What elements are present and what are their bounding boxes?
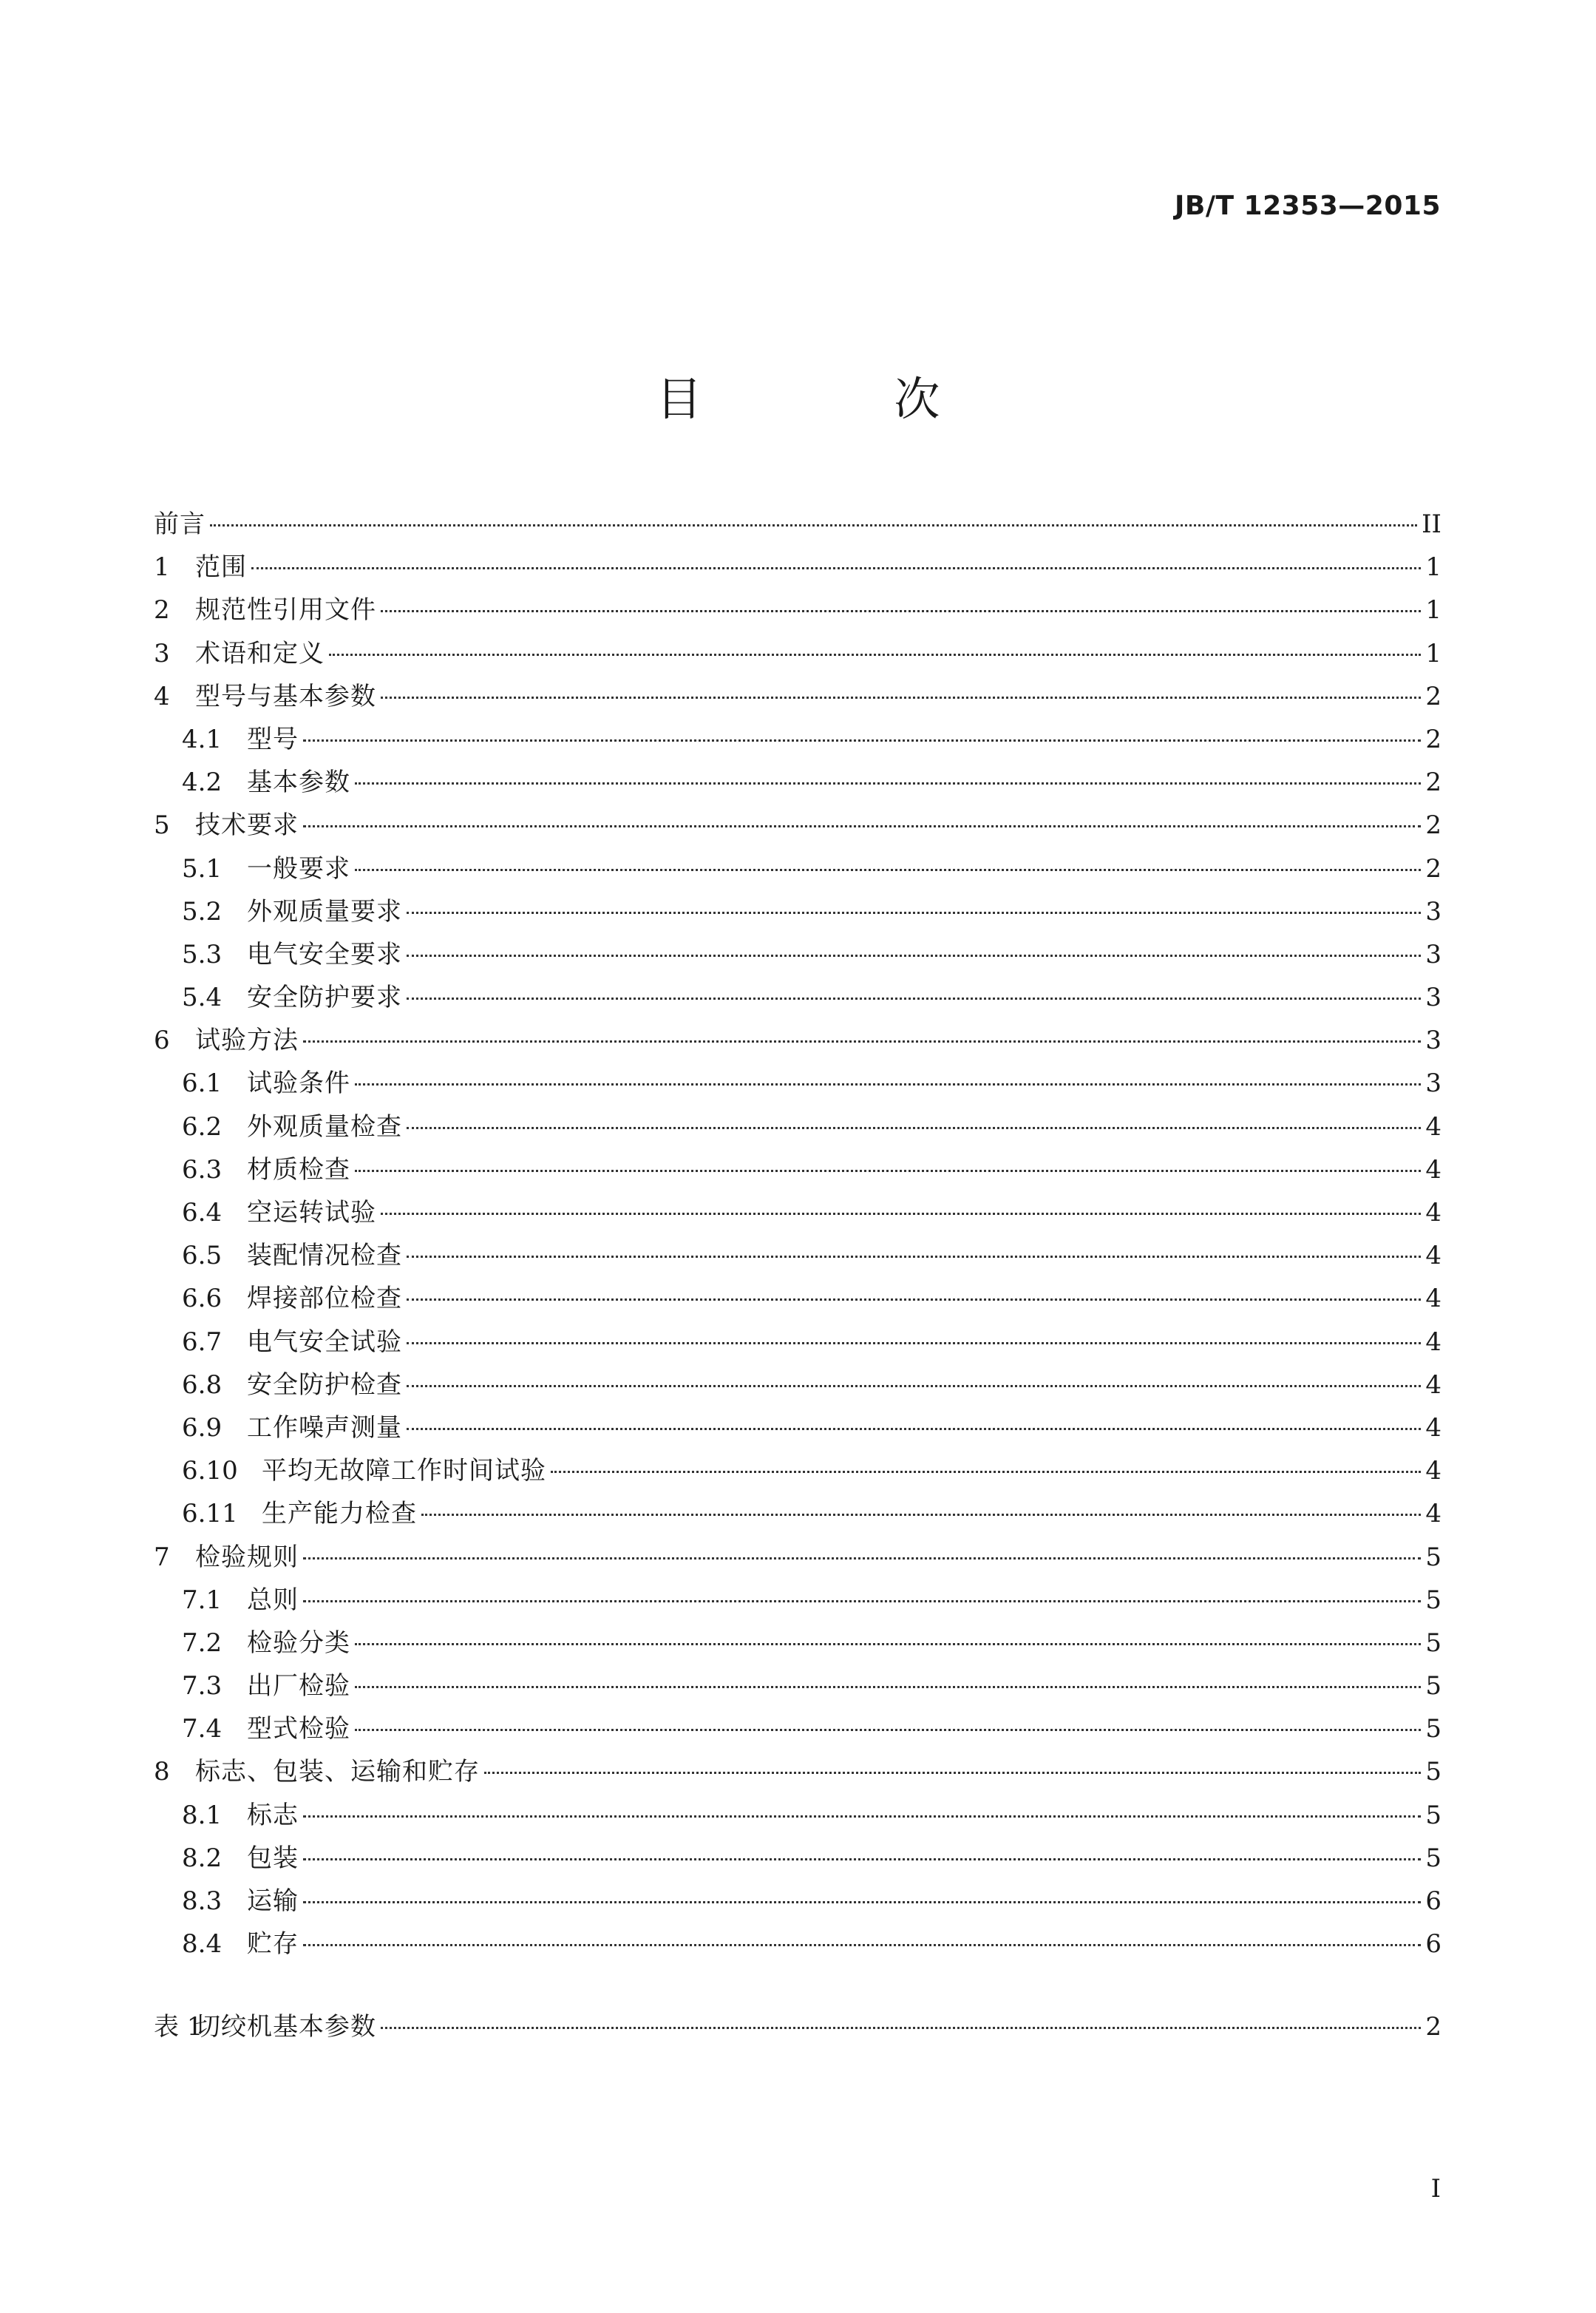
toc-entry-page: 4: [1425, 1499, 1442, 1529]
toc-entry-title: 电气安全要求: [247, 939, 402, 969]
toc-entry-title: 检验分类: [247, 1628, 350, 1658]
toc-entry[interactable]: [154, 804, 1442, 847]
dot-leader: [381, 610, 1421, 612]
dot-leader: [303, 1040, 1421, 1043]
toc-entry-number: 5.3: [182, 939, 223, 969]
toc-entry-title: 安全防护要求: [247, 983, 402, 1013]
dot-leader: [303, 1858, 1421, 1860]
toc-entry-page: 5: [1425, 1542, 1442, 1572]
toc-entry-number: 6.3: [182, 1154, 223, 1185]
dot-leader: [355, 1729, 1421, 1731]
toc-entry-page: 2: [1425, 768, 1442, 798]
toc-entry[interactable]: [154, 1750, 1442, 1793]
toc-entry[interactable]: [154, 1277, 1442, 1320]
dot-leader: [484, 1772, 1421, 1774]
toc-entry[interactable]: [154, 761, 1442, 804]
toc-entry-number: 7.1: [182, 1585, 223, 1615]
toc-entry-page: 2: [1425, 853, 1442, 884]
toc-entry[interactable]: [154, 1234, 1442, 1277]
toc-entry-page: 2: [1425, 2012, 1442, 2042]
toc-entry-title: 前言: [154, 509, 206, 539]
toc-entry-page: 5: [1425, 1628, 1442, 1658]
toc-entry[interactable]: [154, 847, 1442, 890]
toc-entry-title: 工作噪声测量: [247, 1412, 402, 1443]
toc-entry[interactable]: [154, 589, 1442, 631]
dot-leader: [303, 1600, 1421, 1602]
toc-entry[interactable]: [154, 1880, 1442, 1923]
toc-entry-page: 4: [1425, 1111, 1442, 1142]
toc-entry-title: 贮存: [247, 1929, 299, 1960]
toc-entry[interactable]: [154, 675, 1442, 718]
toc-entry-page: 4: [1425, 1369, 1442, 1400]
toc-entry[interactable]: [154, 503, 1442, 546]
toc-entry-page: 5: [1425, 1800, 1442, 1830]
dot-leader: [329, 654, 1421, 656]
toc-entry[interactable]: [154, 1923, 1442, 1965]
toc-entry-number: 7: [154, 1542, 170, 1572]
document-code: JB/T 12353—2015: [1174, 191, 1441, 221]
list-of-tables: [154, 2005, 1442, 2048]
dot-leader: [303, 1944, 1421, 1946]
dot-leader: [381, 2027, 1421, 2029]
toc-entry-page: 1: [1425, 595, 1442, 626]
dot-leader: [303, 1557, 1421, 1560]
dot-leader: [407, 1342, 1421, 1344]
toc-entry-title: 试验方法: [195, 1026, 299, 1056]
toc-entry-title: 切绞机基本参数: [195, 2012, 376, 2042]
dot-leader: [407, 998, 1421, 1000]
toc-entry[interactable]: [154, 2005, 1442, 2048]
toc-entry-page: 6: [1425, 1886, 1442, 1916]
toc-entry[interactable]: [154, 1019, 1442, 1062]
toc-entry[interactable]: [154, 1837, 1442, 1880]
toc-entry-page: 1: [1425, 552, 1442, 583]
toc-entry-number: 4: [154, 681, 170, 711]
toc-entry-number: 8.4: [182, 1929, 223, 1960]
toc-entry[interactable]: [154, 546, 1442, 589]
page-number: I: [1430, 2174, 1441, 2204]
dot-leader: [355, 1083, 1421, 1086]
dot-leader: [407, 955, 1421, 957]
toc-entry-number: 6.9: [182, 1412, 223, 1443]
toc-entry-number: 6.10: [182, 1456, 238, 1486]
dot-leader: [355, 1686, 1421, 1688]
toc-entry-number: 6.5: [182, 1241, 223, 1271]
toc-entry-number: 5.1: [182, 853, 223, 884]
toc-entry-number: 8.3: [182, 1886, 223, 1916]
toc-entry-page: 6: [1425, 1929, 1442, 1960]
toc-entry-page: 4: [1425, 1154, 1442, 1185]
toc-entry-number: 8.2: [182, 1843, 223, 1873]
dot-leader: [303, 825, 1421, 827]
toc-entry-page: 4: [1425, 1284, 1442, 1314]
toc-entry-page: 4: [1425, 1198, 1442, 1227]
toc-entry-number: 3: [154, 638, 170, 668]
toc-entry-page: 4: [1425, 1456, 1442, 1486]
toc-entry-title: 平均无故障工作时间试验: [262, 1456, 546, 1486]
toc-entry-page: 5: [1425, 1714, 1442, 1744]
toc-entry-page: 2: [1425, 810, 1442, 841]
dot-leader: [551, 1471, 1421, 1473]
toc-entry[interactable]: [154, 890, 1442, 933]
toc-entry-title: 材质检查: [247, 1154, 350, 1185]
dot-leader: [251, 567, 1421, 569]
dot-leader: [381, 1213, 1421, 1215]
toc-entry-number: 2: [154, 595, 170, 626]
toc-entry-number: 5: [154, 810, 170, 841]
toc-entry-number: 6.4: [182, 1198, 223, 1227]
toc-entry-page: 1: [1425, 638, 1442, 668]
toc-entry-title: 外观质量要求: [247, 896, 402, 927]
dot-leader: [355, 869, 1421, 871]
table-of-contents: [154, 503, 1442, 1965]
toc-entry-title: 检验规则: [195, 1542, 299, 1572]
toc-entry-number: 6.1: [182, 1069, 223, 1099]
toc-entry-number: 6.2: [182, 1111, 223, 1142]
toc-entry-number: 6: [154, 1026, 170, 1056]
toc-entry-title: 基本参数: [247, 768, 350, 798]
toc-entry-title: 术语和定义: [195, 638, 325, 668]
toc-entry-number: 6.6: [182, 1284, 223, 1314]
dot-leader: [381, 697, 1421, 699]
toc-entry[interactable]: [154, 1622, 1442, 1665]
toc-entry-title: 外观质量检查: [247, 1111, 402, 1142]
dot-leader: [421, 1514, 1421, 1516]
toc-entry[interactable]: [154, 1148, 1442, 1191]
toc-entry[interactable]: [154, 1406, 1442, 1449]
toc-entry-title: 型号: [247, 724, 299, 754]
toc-entry-number: 4.2: [182, 768, 223, 798]
dot-leader: [303, 1815, 1421, 1818]
toc-entry-title: 运输: [247, 1886, 299, 1916]
dot-leader: [210, 524, 1417, 526]
toc-entry[interactable]: [154, 1665, 1442, 1707]
toc-entry-title: 一般要求: [247, 853, 350, 884]
dot-leader: [407, 1127, 1421, 1129]
toc-entry-page: 5: [1425, 1671, 1442, 1701]
toc-entry-number: 7.3: [182, 1671, 223, 1701]
toc-entry-title: 技术要求: [195, 810, 299, 841]
toc-entry[interactable]: [154, 1191, 1442, 1234]
toc-entry[interactable]: [154, 1449, 1442, 1492]
toc-entry-title: 装配情况检查: [247, 1241, 402, 1271]
toc-entry[interactable]: [154, 718, 1442, 761]
toc-entry-number: 表 1: [154, 2012, 203, 2042]
toc-entry-number: 8: [154, 1757, 170, 1787]
toc-entry-page: 2: [1425, 681, 1442, 711]
toc-entry-title: 生产能力检查: [262, 1499, 417, 1529]
dot-leader: [303, 1901, 1421, 1903]
dot-leader: [407, 912, 1421, 914]
toc-entry-number: 1: [154, 552, 170, 583]
toc-entry-page: 3: [1425, 1026, 1442, 1056]
toc-entry-title: 标志、包装、运输和贮存: [195, 1757, 480, 1787]
dot-leader: [303, 739, 1421, 742]
toc-entry-number: 4.1: [182, 724, 223, 754]
toc-entry-number: 6.7: [182, 1327, 223, 1357]
toc-entry-page: 5: [1425, 1757, 1442, 1787]
toc-entry-number: 8.1: [182, 1800, 223, 1830]
toc-entry-page: II: [1422, 509, 1442, 539]
toc-entry-number: 5.4: [182, 983, 223, 1013]
toc-entry-title: 试验条件: [247, 1069, 350, 1099]
toc-entry-title: 电气安全试验: [247, 1327, 402, 1357]
toc-entry[interactable]: [154, 1062, 1442, 1105]
toc-entry-page: 5: [1425, 1843, 1442, 1873]
toc-entry-title: 出厂检验: [247, 1671, 350, 1701]
toc-entry-page: 3: [1425, 983, 1442, 1013]
toc-entry-page: 4: [1425, 1327, 1442, 1357]
toc-entry[interactable]: [154, 1105, 1442, 1148]
toc-entry-title: 焊接部位检查: [247, 1284, 402, 1314]
toc-entry[interactable]: [154, 1364, 1442, 1406]
toc-entry-title: 型号与基本参数: [195, 681, 376, 711]
toc-entry[interactable]: [154, 1707, 1442, 1750]
dot-leader: [355, 1643, 1421, 1645]
dot-leader: [407, 1385, 1421, 1387]
toc-entry[interactable]: [154, 1579, 1442, 1622]
toc-entry-page: 3: [1425, 939, 1442, 969]
toc-entry-page: 4: [1425, 1412, 1442, 1443]
dot-leader: [407, 1428, 1421, 1430]
toc-entry-title: 空运转试验: [247, 1198, 376, 1227]
toc-entry-number: 6.8: [182, 1369, 223, 1400]
toc-entry-title: 规范性引用文件: [195, 595, 376, 626]
toc-entry-page: 5: [1425, 1585, 1442, 1615]
toc-entry[interactable]: [154, 1536, 1442, 1579]
toc-entry[interactable]: [154, 632, 1442, 675]
toc-entry[interactable]: [154, 933, 1442, 976]
toc-entry-title: 安全防护检查: [247, 1369, 402, 1400]
toc-entry-title: 包装: [247, 1843, 299, 1873]
toc-entry-page: 2: [1425, 724, 1442, 754]
dot-leader: [355, 1170, 1421, 1172]
toc-entry[interactable]: [154, 1321, 1442, 1364]
toc-entry-number: 7.2: [182, 1628, 223, 1658]
toc-entry-title: 标志: [247, 1800, 299, 1830]
toc-entry-number: 7.4: [182, 1714, 223, 1744]
dot-leader: [407, 1256, 1421, 1258]
toc-entry-number: 6.11: [182, 1499, 238, 1529]
dot-leader: [355, 782, 1421, 785]
toc-entry-page: 3: [1425, 1069, 1442, 1099]
dot-leader: [407, 1298, 1421, 1301]
toc-entry-title: 范围: [195, 552, 247, 583]
toc-entry-page: 3: [1425, 896, 1442, 927]
toc-entry-title: 型式检验: [247, 1714, 350, 1744]
toc-entry[interactable]: [154, 1492, 1442, 1535]
toc-entry-number: 5.2: [182, 896, 223, 927]
toc-entry[interactable]: [154, 1794, 1442, 1837]
page-title: 目 次: [656, 372, 1029, 426]
toc-entry-page: 4: [1425, 1241, 1442, 1271]
toc-entry[interactable]: [154, 976, 1442, 1019]
toc-entry-title: 总则: [247, 1585, 299, 1615]
